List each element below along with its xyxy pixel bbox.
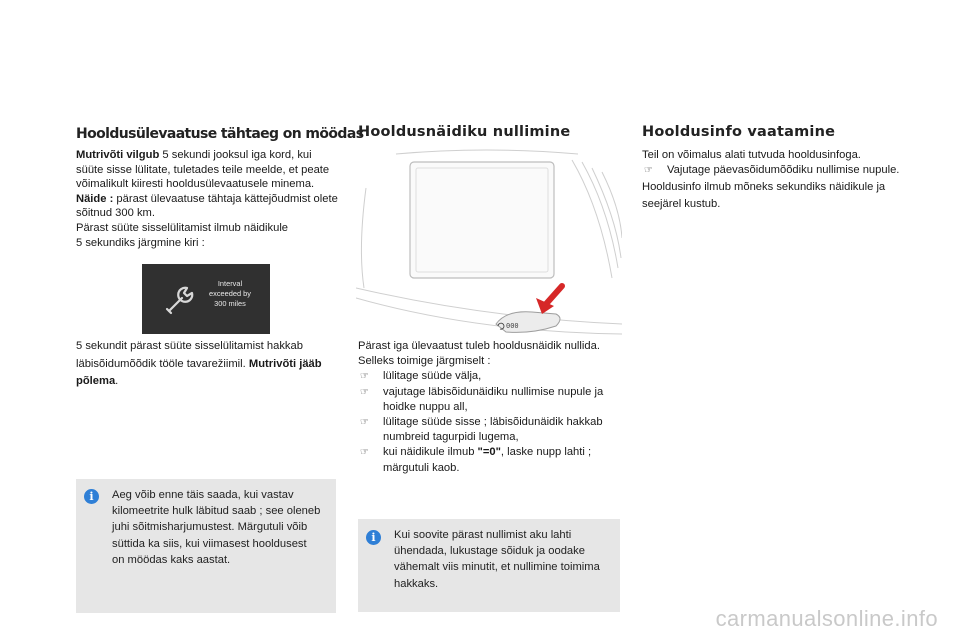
arrow-icon (536, 286, 562, 314)
heading-view-service-info: Hooldusinfo vaatamine (642, 124, 836, 140)
paragraph-display-appears: Pärast süüte sisselülitamist ilmub näidikule (76, 221, 289, 234)
display-message: Interval exceeded by 300 miles (209, 279, 251, 308)
pointing-hand-icon: ☞ (360, 447, 369, 459)
list-item: ☞ kui näidikule ilmub "=0", laske nupp lahti ; märgutuli kaob. (360, 446, 592, 474)
heading-reset-indicator: Hooldusnäidiku nullimine (358, 124, 571, 140)
paragraph-view-info: Teil on võimalus alati tutvuda hooldusinfoga. (642, 149, 861, 161)
paragraph-wrench-flashing: Mutrivõti vilgub 5 sekundi jooksul iga kord, kui süüte sisse lülitate, tuletades teile meelde, et peate võimalikult kiiresti hooldusülevaatusele minema. (76, 149, 330, 191)
wrench-icon (160, 280, 200, 320)
view-steps-list (642, 163, 904, 178)
info-icon: i (84, 489, 99, 504)
paragraph-five-seconds: 5 sekundiks järgmine kiri : (76, 236, 205, 249)
info-text-col2: Kui soovite pärast nullimist aku lahti ühendada, lukustage sõiduk ja oodake vähemalt viis minutit, et nullimine toimima hakkaks. (394, 529, 600, 590)
col1-text-block (76, 148, 338, 250)
paragraph-steps-intro: Selleks toimige järgmiselt : (358, 355, 491, 368)
info-icon: i (366, 530, 381, 545)
list-item: ☞ vajutage läbisõidunäidiku nullimise nupule ja hoidke nuppu all, (360, 385, 604, 413)
info-panel-col2 (358, 519, 620, 612)
col2-text-block (358, 339, 620, 476)
reset-button-label: 000 (506, 322, 519, 330)
col1-after-display (76, 338, 338, 391)
list-item: ☞ lülitage süüde sisse ; läbisõidunäidik hakkab numbreid tagurpidi lugema, (360, 416, 603, 444)
heading-service-overdue: Hooldusülevaatuse tähtaeg on möödas (76, 126, 364, 142)
pointing-hand-icon: ☞ (360, 417, 369, 429)
pointing-hand-icon: ☞ (360, 371, 369, 383)
pointing-hand-icon: ☞ (644, 165, 653, 177)
paragraph-wrench-stays-on: 5 sekundit pärast süüte sisselülitamist hakkab läbisõidumõõdik tööle tavarežiimil. Mutrivõti jääb põlema. (76, 340, 322, 387)
paragraph-reset-intro: Pärast iga ülevaatust tuleb hooldusnäidik nullida. (358, 340, 600, 352)
dashboard-illustration (356, 148, 622, 342)
col3-text-block (642, 148, 904, 213)
info-text-col1: Aeg võib enne täis saada, kui vastav kilomeetrite hulk läbitud saab ; see oleneb juhi sõitmisharjumustest. Märgutuli võib süttida ka siis, kui viimasest hooldusest on möödas kaks aastat. (112, 489, 321, 566)
watermark: carmanualsonline.info (715, 606, 938, 631)
paragraph-info-disappears: Hooldusinfo ilmub mõneks sekundiks näidikule ja seejärel kustub. (642, 181, 886, 211)
list-item: ☞ lülitage süüde välja, (358, 369, 620, 384)
reset-steps-list (358, 369, 620, 475)
instrument-display (142, 264, 270, 334)
list-item: ☞ Vajutage päevasõidumõõdiku nullimise nupule. (642, 163, 904, 178)
paragraph-example: Näide : pärast ülevaatuse tähtaja kättejõudmist olete sõitnud 300 km. (76, 192, 338, 220)
pointing-hand-icon: ☞ (360, 386, 369, 398)
info-panel-col1 (76, 479, 336, 613)
